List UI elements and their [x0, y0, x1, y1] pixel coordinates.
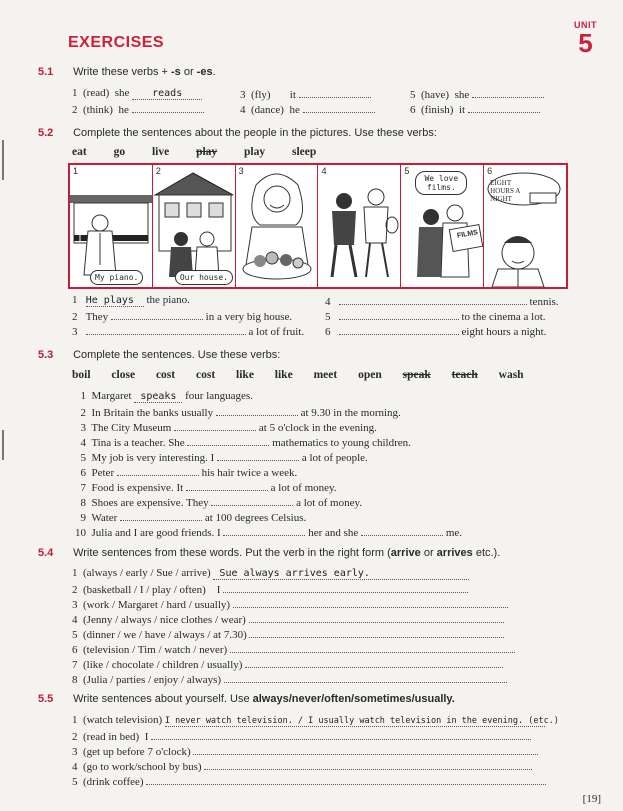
exercise-5-5-heading — [38, 693, 455, 705]
verb: eat — [72, 146, 87, 158]
item-cue: (always / early / Sue / arrive) — [83, 567, 211, 579]
item-text: eight hours a night. — [461, 326, 547, 338]
item-number: 9 — [80, 512, 86, 524]
answer-field[interactable] — [249, 627, 504, 638]
item-number: 5 — [80, 452, 86, 464]
item-cue: (television / Tim / watch / never) — [83, 644, 228, 656]
panel-number: 5 — [404, 166, 410, 176]
item-text: at 9.30 in the morning. — [300, 407, 401, 419]
instruction: or — [420, 547, 437, 559]
item-number: 1 — [72, 294, 78, 306]
exercise-5-3-heading — [38, 349, 280, 361]
instruction-bold: always/never/often/sometimes/usually. — [252, 693, 455, 705]
item-number: 8 — [72, 674, 78, 686]
exercise-item — [72, 87, 202, 100]
verb-used: play — [196, 146, 218, 158]
item-subject: she — [114, 87, 130, 99]
item-cue: (Jenny / always / nice clothes / wear) — [83, 614, 246, 626]
item-cue: (get up before 7 o'clock) — [83, 746, 191, 758]
verb: close — [111, 369, 136, 381]
instruction: Complete the sentences. Use these verbs: — [73, 349, 281, 361]
answer-field[interactable] — [174, 420, 256, 431]
item-number: 3 — [240, 89, 246, 101]
item-text: Julia and I are good friends. I — [91, 527, 221, 539]
exercise-item — [72, 672, 507, 686]
item-number: 8 — [80, 497, 86, 509]
item-text: the piano. — [146, 294, 190, 306]
item-number: 4 — [72, 761, 78, 773]
item-text: a lot of money. — [270, 482, 337, 494]
exercise-item — [325, 324, 546, 338]
unit-number: 5 — [578, 28, 593, 58]
answer-field[interactable] — [339, 309, 459, 320]
answer-field[interactable] — [193, 744, 538, 755]
instruction: Complete the sentences about the people in the pictures. Use these verbs: — [73, 127, 437, 139]
item-text: In Britain the banks usually — [91, 407, 214, 419]
exercise-item — [72, 582, 468, 596]
answer-field[interactable] — [117, 465, 199, 476]
item-subject: it — [289, 89, 296, 101]
item-cue: (basketball / I / play / often) — [83, 584, 206, 596]
answer-field[interactable]: reads — [132, 88, 202, 100]
piano-player-illustration — [70, 165, 152, 287]
picture-panel-6 — [484, 165, 566, 287]
item-cue: (go to work/school by bus) — [83, 761, 202, 773]
item-number: 10 — [75, 527, 86, 539]
item-cue: (Julia / parties / enjoy / always) — [83, 674, 222, 686]
exercise-item — [72, 309, 292, 323]
instruction-bold: arrive — [390, 547, 421, 559]
verb: sleep — [292, 146, 317, 158]
answer-field[interactable] — [299, 87, 371, 98]
exercise-item — [72, 405, 401, 419]
speech-bubble: We love films. — [415, 171, 467, 195]
item-text: Margaret — [91, 390, 132, 402]
verb-list — [72, 369, 524, 381]
exercise-item — [410, 87, 544, 101]
instruction: Write sentences about yourself. Use — [73, 693, 253, 705]
item-text: his hair twice a week. — [201, 467, 298, 479]
panel-number: 6 — [487, 166, 493, 176]
panel-number: 2 — [155, 166, 161, 176]
exercise-item — [72, 729, 531, 743]
exercise-number: 5.5 — [38, 693, 54, 705]
exercise-number: 5.3 — [38, 349, 54, 361]
item-number: 4 — [325, 296, 331, 308]
verb: boil — [72, 369, 91, 381]
item-cue: (dance) — [251, 104, 284, 116]
exercise-item — [72, 525, 462, 539]
item-text: I — [216, 584, 221, 596]
exercise-item — [325, 309, 546, 323]
picture-panel-5 — [401, 165, 484, 287]
exercise-item — [72, 294, 190, 307]
item-subject: he — [289, 104, 300, 116]
exercise-item — [72, 102, 204, 116]
item-number: 6 — [80, 467, 86, 479]
item-number: 4 — [80, 437, 86, 449]
item-text: The City Museum — [91, 422, 172, 434]
item-number: 7 — [80, 482, 86, 494]
woman-fruit-illustration — [236, 165, 318, 287]
item-text: a lot of fruit. — [248, 326, 305, 338]
exercise-number: 5.4 — [38, 547, 54, 559]
panel-number: 3 — [238, 166, 244, 176]
films-sign: FILMS — [456, 229, 479, 240]
item-number: 2 — [80, 407, 86, 419]
item-cue: (work / Margaret / hard / usually) — [83, 599, 231, 611]
item-number: 5 — [410, 89, 416, 101]
item-number: 1 — [80, 390, 86, 402]
item-number: 3 — [72, 746, 78, 758]
item-cue: (read in bed) — [83, 731, 140, 743]
exercise-item — [72, 714, 559, 727]
answer-field[interactable] — [249, 612, 504, 623]
instruction: . — [212, 66, 216, 78]
item-text: four languages. — [185, 390, 253, 402]
answer-field[interactable] — [223, 525, 305, 536]
answer-field[interactable] — [245, 657, 503, 668]
answer-field[interactable] — [146, 774, 546, 785]
exercise-item — [72, 450, 368, 464]
item-text: mathematics to young children. — [272, 437, 411, 449]
item-text: They — [85, 311, 109, 323]
verb: meet — [313, 369, 338, 381]
answer-field[interactable] — [204, 759, 532, 770]
verb-used: teach — [451, 369, 478, 381]
instruction: or — [180, 66, 197, 78]
exercise-item — [72, 567, 469, 580]
unit-label: UNIT — [574, 20, 597, 30]
speech-bubble: Our house. — [175, 270, 233, 285]
item-text: to the cinema a lot. — [461, 311, 546, 323]
exercise-item — [72, 480, 337, 494]
instruction: Write these verbs + — [73, 66, 171, 78]
answer-field[interactable] — [230, 642, 515, 653]
verb: cost — [195, 369, 216, 381]
exercise-number: 5.2 — [38, 127, 54, 139]
margin-mark — [2, 140, 4, 180]
margin-mark — [2, 430, 4, 460]
item-number: 3 — [72, 599, 78, 611]
item-text: Shoes are expensive. They — [91, 497, 209, 509]
item-subject: she — [454, 89, 470, 101]
house-couple-illustration — [153, 165, 235, 287]
item-text: at 100 degrees Celsius. — [204, 512, 307, 524]
item-cue: (read) — [83, 87, 110, 99]
item-number: 6 — [72, 644, 78, 656]
instruction-bold: -es — [196, 66, 213, 78]
item-cue: (finish) — [421, 104, 454, 116]
exercise-5-4-heading — [38, 547, 500, 559]
item-number: 3 — [72, 326, 78, 338]
exercise-item — [72, 510, 306, 524]
verb: live — [151, 146, 170, 158]
item-text: I — [144, 731, 149, 743]
answer-field[interactable]: Sue always arrives early. — [213, 568, 469, 580]
instruction-bold: -s — [170, 66, 181, 78]
exercise-item — [72, 420, 377, 434]
item-number: 5 — [72, 629, 78, 641]
exercise-item — [410, 102, 540, 116]
answer-field[interactable] — [217, 450, 299, 461]
item-number: 5 — [325, 311, 331, 323]
exercise-item — [72, 597, 508, 611]
item-cue: (have) — [421, 89, 450, 101]
item-text: me. — [445, 527, 463, 539]
answer-field[interactable] — [339, 324, 459, 335]
exercise-item — [240, 102, 375, 116]
item-number: 1 — [72, 567, 78, 579]
item-number: 5 — [72, 776, 78, 788]
item-cue: (like / chocolate / children / usually) — [83, 659, 243, 671]
verb-list — [72, 146, 340, 158]
instruction: etc.). — [472, 547, 501, 559]
panel-number: 4 — [321, 166, 327, 176]
verb: open — [358, 369, 382, 381]
answer-field[interactable] — [223, 582, 468, 593]
exercise-item — [72, 390, 253, 403]
exercise-item — [240, 87, 371, 101]
picture-panel-3 — [236, 165, 319, 287]
item-cue: (fly) — [251, 89, 271, 101]
picture-panel-4 — [318, 165, 401, 287]
answer-field[interactable]: I never watch television. / I usually watch television in the evening. (etc.) — [164, 716, 559, 726]
page-number: [19] — [582, 793, 601, 805]
item-number: 1 — [72, 87, 78, 99]
item-number: 2 — [72, 584, 78, 596]
panel-number: 1 — [73, 166, 79, 176]
item-cue: (dinner / we / have / always / at 7.30) — [83, 629, 247, 641]
verb: wash — [498, 369, 524, 381]
item-number: 3 — [80, 422, 86, 434]
answer-field[interactable]: He plays — [86, 295, 144, 307]
picture-panel-2 — [153, 165, 236, 287]
thought-bubble: EIGHT HOURS A NIGHT — [490, 179, 520, 203]
answer-field[interactable] — [111, 309, 203, 320]
item-subject: he — [118, 104, 129, 116]
verb: like — [236, 369, 254, 381]
exercise-item — [72, 657, 503, 671]
item-text: Peter — [91, 467, 115, 479]
exercise-item — [72, 612, 504, 626]
answer-field[interactable] — [472, 87, 544, 98]
exercise-item — [72, 627, 504, 641]
item-cue: (watch television) — [83, 714, 163, 726]
answer-field[interactable] — [187, 435, 269, 446]
item-text: My job is very interesting. I — [91, 452, 215, 464]
exercise-item — [72, 744, 538, 758]
exercise-item — [72, 759, 532, 773]
answer-field[interactable] — [303, 102, 375, 113]
answer-field[interactable] — [468, 102, 540, 113]
item-number: 2 — [72, 311, 78, 323]
answer-field[interactable] — [151, 729, 531, 740]
item-cue: (think) — [83, 104, 113, 116]
answer-field[interactable] — [361, 525, 443, 536]
item-number: 6 — [410, 104, 416, 116]
tennis-players-illustration — [318, 165, 400, 287]
item-number: 4 — [72, 614, 78, 626]
exercise-item — [72, 465, 297, 479]
exercise-5-1-heading — [38, 66, 216, 78]
answer-field[interactable] — [224, 672, 507, 683]
answer-field[interactable] — [339, 294, 527, 305]
picture-panel-1 — [70, 165, 153, 287]
verb: cost — [155, 369, 176, 381]
item-number: 4 — [240, 104, 246, 116]
item-number: 2 — [72, 104, 78, 116]
item-number: 6 — [325, 326, 331, 338]
exercise-number: 5.1 — [38, 66, 54, 78]
item-text: tennis. — [529, 296, 559, 308]
item-cue: (drink coffee) — [83, 776, 144, 788]
exercise-item — [325, 294, 559, 308]
unit-badge — [574, 20, 597, 56]
verb: like — [274, 369, 293, 381]
exercise-item — [72, 642, 515, 656]
item-number: 1 — [72, 714, 78, 726]
item-text: Tina is a teacher. She — [91, 437, 185, 449]
item-text: Food is expensive. It — [91, 482, 184, 494]
item-number: 7 — [72, 659, 78, 671]
item-text: Water — [91, 512, 118, 524]
exercise-item — [72, 495, 362, 509]
item-subject: it — [458, 104, 466, 116]
item-text: in a very big house. — [205, 311, 293, 323]
verb-used: speak — [402, 369, 431, 381]
verb: play — [244, 146, 266, 158]
answer-field[interactable] — [120, 510, 202, 521]
item-text: a lot of money. — [296, 497, 362, 509]
exercise-5-2-heading — [38, 127, 437, 139]
answer-field[interactable] — [216, 405, 298, 416]
answer-field[interactable] — [186, 480, 268, 491]
answer-field[interactable] — [86, 324, 246, 335]
page-title: EXERCISES — [68, 34, 165, 51]
verb: go — [113, 146, 126, 158]
item-text: a lot of people. — [301, 452, 368, 464]
answer-field[interactable] — [211, 495, 293, 506]
speech-bubble: My piano. — [90, 270, 143, 285]
picture-strip — [68, 163, 568, 289]
exercise-item — [72, 774, 546, 788]
answer-field[interactable] — [132, 102, 204, 113]
exercise-item — [72, 435, 411, 449]
answer-field[interactable]: speaks — [134, 391, 182, 403]
instruction-bold: arrives — [436, 547, 473, 559]
item-number: 2 — [72, 731, 78, 743]
item-text: her and she — [308, 527, 359, 539]
item-text: at 5 o'clock in the evening. — [258, 422, 377, 434]
instruction: Write sentences from these words. Put the verb in the right form ( — [73, 547, 391, 559]
answer-field[interactable] — [233, 597, 508, 608]
exercise-item — [72, 324, 304, 338]
